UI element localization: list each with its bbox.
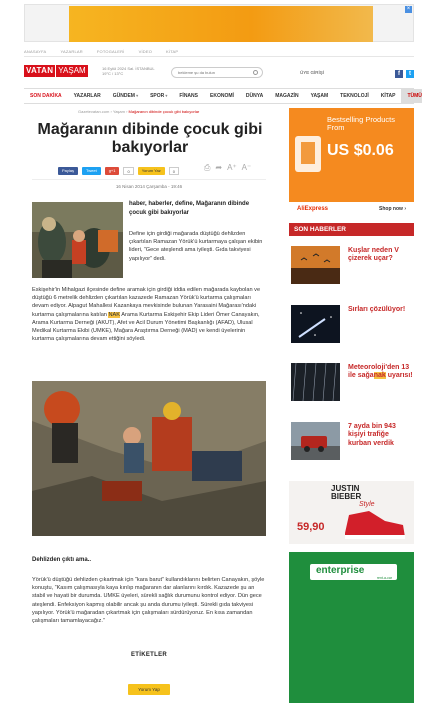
ad-shop-link[interactable]: Shop now › <box>379 206 406 212</box>
news-item[interactable] <box>291 246 414 286</box>
news-item[interactable] <box>291 305 414 345</box>
enterprise-brand: enterprise <box>316 565 365 576</box>
rain-photo <box>291 363 340 401</box>
enterprise-logo <box>310 564 397 580</box>
nav-gundem[interactable]: GÜNDEM ▾ <box>107 93 144 99</box>
nav-kitap[interactable]: KİTAP <box>380 93 396 99</box>
lead-heading: haber, haberler, define, Mağaranın dibinde çocuk gibi bakıyorlar <box>129 201 250 216</box>
facebook-share-button[interactable]: Paylaş <box>58 167 78 175</box>
birds-photo <box>291 246 340 284</box>
logo-main: VATAN <box>26 66 54 75</box>
breadcrumb-current: Mağaranın dibinde çocuk gibi bakıyorlar <box>128 109 200 114</box>
print-icon[interactable]: ⎙ <box>204 163 211 172</box>
ad-line-1: Bestselling Products From <box>327 115 395 132</box>
article-tools <box>204 163 251 173</box>
comet-photo <box>291 305 340 343</box>
nav-yasam[interactable]: YAŞAM <box>310 93 329 99</box>
search-icon[interactable] <box>253 70 258 75</box>
social-links <box>395 70 414 78</box>
util-nav-gallery[interactable]: FOTOGALERİ <box>96 48 125 54</box>
nav-magazin[interactable]: MAGAZİN <box>275 93 299 99</box>
font-decrease-icon[interactable]: A⁻ <box>241 163 252 172</box>
news-item[interactable] <box>291 422 414 462</box>
utility-nav <box>24 46 414 57</box>
share-arrow-icon[interactable]: ➦ <box>215 163 223 172</box>
search-box <box>171 67 263 78</box>
highlight-nak: NAK <box>108 311 120 318</box>
enterprise-sub: rent-a-car <box>376 576 392 580</box>
ad-price <box>327 142 394 160</box>
tags-label: ETİKETLER <box>130 652 168 658</box>
breadcrumb-path[interactable]: Gazetevatan.com › Yaşam › <box>78 109 129 114</box>
search-input[interactable] <box>178 70 248 75</box>
lead-paragraph: Define için girdiği mağarada düştüğü dehlizden çıkartılan Ramazan Yörük'ü kurtarmaya çalışan ekibin lideri, “Gece ateşlendi ama iyileşti. Gıda takviyesi yapılıyor” dedi. <box>129 231 263 262</box>
news-title-part-b: uyarısı! <box>385 372 413 380</box>
main-nav <box>24 88 422 104</box>
product-graphic <box>291 128 331 188</box>
traffic-photo <box>291 422 340 460</box>
body-p1-part-b: Arama Kurtarma Eskişehir Ekip Lideri Ömer Canayakın, Arama Kurtarma Derneği (AKUT), Afet ve Acil Durum Yönetimi Başkanlığı (AFAD), Ulusal Medikal Kurtarma Ekibi (UMKE), Mağara Araştırma Derneği (MAD) ve kendi üyelerinin kurtarma çalışmalarına devam ettiğini söyledi. <box>32 311 260 343</box>
comment-share-button[interactable]: Yorum Yaz <box>138 167 165 175</box>
ad2-price: 59,90 <box>297 521 325 533</box>
news-thumb[interactable] <box>291 246 340 284</box>
logo-section: YAŞAM <box>55 65 87 77</box>
news-title[interactable]: Sırları çözülüyor! <box>348 306 406 313</box>
son-haberler-heading: SON HABERLER <box>289 223 414 236</box>
nav-dunya[interactable]: DÜNYA <box>245 93 264 99</box>
util-nav-home[interactable]: ANASAYFA <box>24 48 47 54</box>
util-nav-video[interactable]: VİDEO <box>138 48 153 54</box>
font-increase-icon[interactable]: A⁺ <box>227 163 237 172</box>
login-link[interactable]: ÜYE GİRİŞİ <box>300 70 325 75</box>
ad-currency: US <box>327 142 350 159</box>
tweet-button[interactable]: Tweet <box>82 167 101 175</box>
nav-tumu[interactable]: TÜMÜ <box>401 89 422 103</box>
body-paragraph-2: Yörük'ü düştüğü dehlizden çıkartmak için “kara barut” kullandıklarını belirten Canayakın, şöyle konuştu, “Kasım çalışmasıyla kaya kırılıp mağaranın dar alanlarını kırdık. Kazazede şu an stabil ve hayati bir durumda. UMKE üyeleri, sürekli sağlık durumunu kontrol ediyor. Dün gece ateşlendi. Enfeksiyon kapmış olabilir ancak şu anda durumu iyileşti. Sürekli gıda takviyesi yapılıyor. Yörük'ü mağaradan çıkartmak için çalışmaları sürdürüyoruz. En kısa zamandan çalışmaları tamamlayacağız.” <box>32 577 265 625</box>
ad2-line-1: JUSTIN <box>331 484 360 493</box>
ad2-line-3: Style <box>359 501 375 508</box>
breadcrumb <box>78 109 199 114</box>
sidebar-ad-sneaker[interactable] <box>289 481 414 544</box>
main-photo-graphic <box>32 381 266 536</box>
comment-count: 0 <box>169 167 179 175</box>
article-subheading: Dehlizden çıktı ama.. <box>32 557 92 563</box>
nav-ekonomi[interactable]: EKONOMİ <box>210 93 234 99</box>
share-bar <box>58 166 179 175</box>
nav-teknoloji[interactable]: TEKNOLOJİ <box>340 93 369 99</box>
news-thumb[interactable] <box>291 305 340 343</box>
nav-spor[interactable]: SPOR ▾ <box>144 93 173 99</box>
news-title[interactable]: 7 ayda bin 943 kişiyi trafiğe kurban verdik <box>348 423 396 447</box>
body-p1-part-a: Eskişehir'in Mihalgazi ilçesinde define aramak için girdiği iddia edilen mağarada kaybolan ve düştüğü 6 metrelik dehlizden çıkartılan kazazede Ramazan Yörük'ü kurtarma çalışmaları devam ediyor. Alpagut Mahallesi Kazankaya mevkisinde bulunan Yarasaini Mağarası'ndaki kurtarma çalışmalarına katılan <box>32 287 261 318</box>
facebook-icon[interactable]: f <box>395 70 403 78</box>
news-title[interactable] <box>348 364 414 381</box>
news-item[interactable] <box>291 363 414 403</box>
ad2-line-2: BIEBER <box>331 492 362 501</box>
ad-brand: AliExpress <box>297 206 329 212</box>
nav-yazarlar[interactable]: YAZARLAR <box>73 93 101 99</box>
twitter-icon[interactable]: t <box>406 70 414 78</box>
main-photo[interactable] <box>32 381 266 536</box>
sneaker-graphic <box>339 503 409 543</box>
news-thumb[interactable] <box>291 422 340 460</box>
lead-photo-graphic <box>32 202 123 278</box>
ad-close-icon[interactable]: × <box>406 6 411 12</box>
news-title[interactable]: Kuşlar neden V çizerek uçar? <box>348 247 399 263</box>
article-title: Mağaranın dibinde çocuk gibi bakıyorlar <box>37 121 263 156</box>
news-thumb[interactable] <box>291 363 340 401</box>
util-nav-book[interactable]: KİTAP <box>166 48 179 54</box>
article-date: 16 Nisan 2014 Çarşamba - 19:46 <box>115 184 183 189</box>
site-logo[interactable] <box>24 65 88 77</box>
news-title-part-a: Meteoroloji'den 13 ile sağa <box>348 364 410 380</box>
site-header <box>24 64 414 82</box>
body-paragraph-1 <box>32 286 266 343</box>
util-nav-authors[interactable]: YAZARLAR <box>60 48 83 54</box>
date-weather: 16 Eylül 2024 Sal. İSTANBUL 19°C / 13°C <box>102 66 155 76</box>
comment-button[interactable]: Yorum Yap <box>128 684 170 695</box>
sidebar-ad-enterprise[interactable] <box>289 552 414 703</box>
nav-finans[interactable]: FİNANS <box>179 93 198 99</box>
top-banner-ad[interactable] <box>24 4 414 42</box>
gplus-button[interactable]: g+1 <box>105 167 120 175</box>
divider <box>32 179 266 180</box>
gplus-count: 0 <box>123 167 133 175</box>
sidebar-ad-aliexpress[interactable] <box>289 108 414 213</box>
lead-photo[interactable] <box>32 202 123 278</box>
nav-son-dakika[interactable]: SON DAKİKA <box>30 93 62 99</box>
news-title-highlight: nak <box>373 372 386 380</box>
ad-price-value: $0.06 <box>353 142 394 159</box>
top-ad-creative[interactable] <box>69 6 373 42</box>
